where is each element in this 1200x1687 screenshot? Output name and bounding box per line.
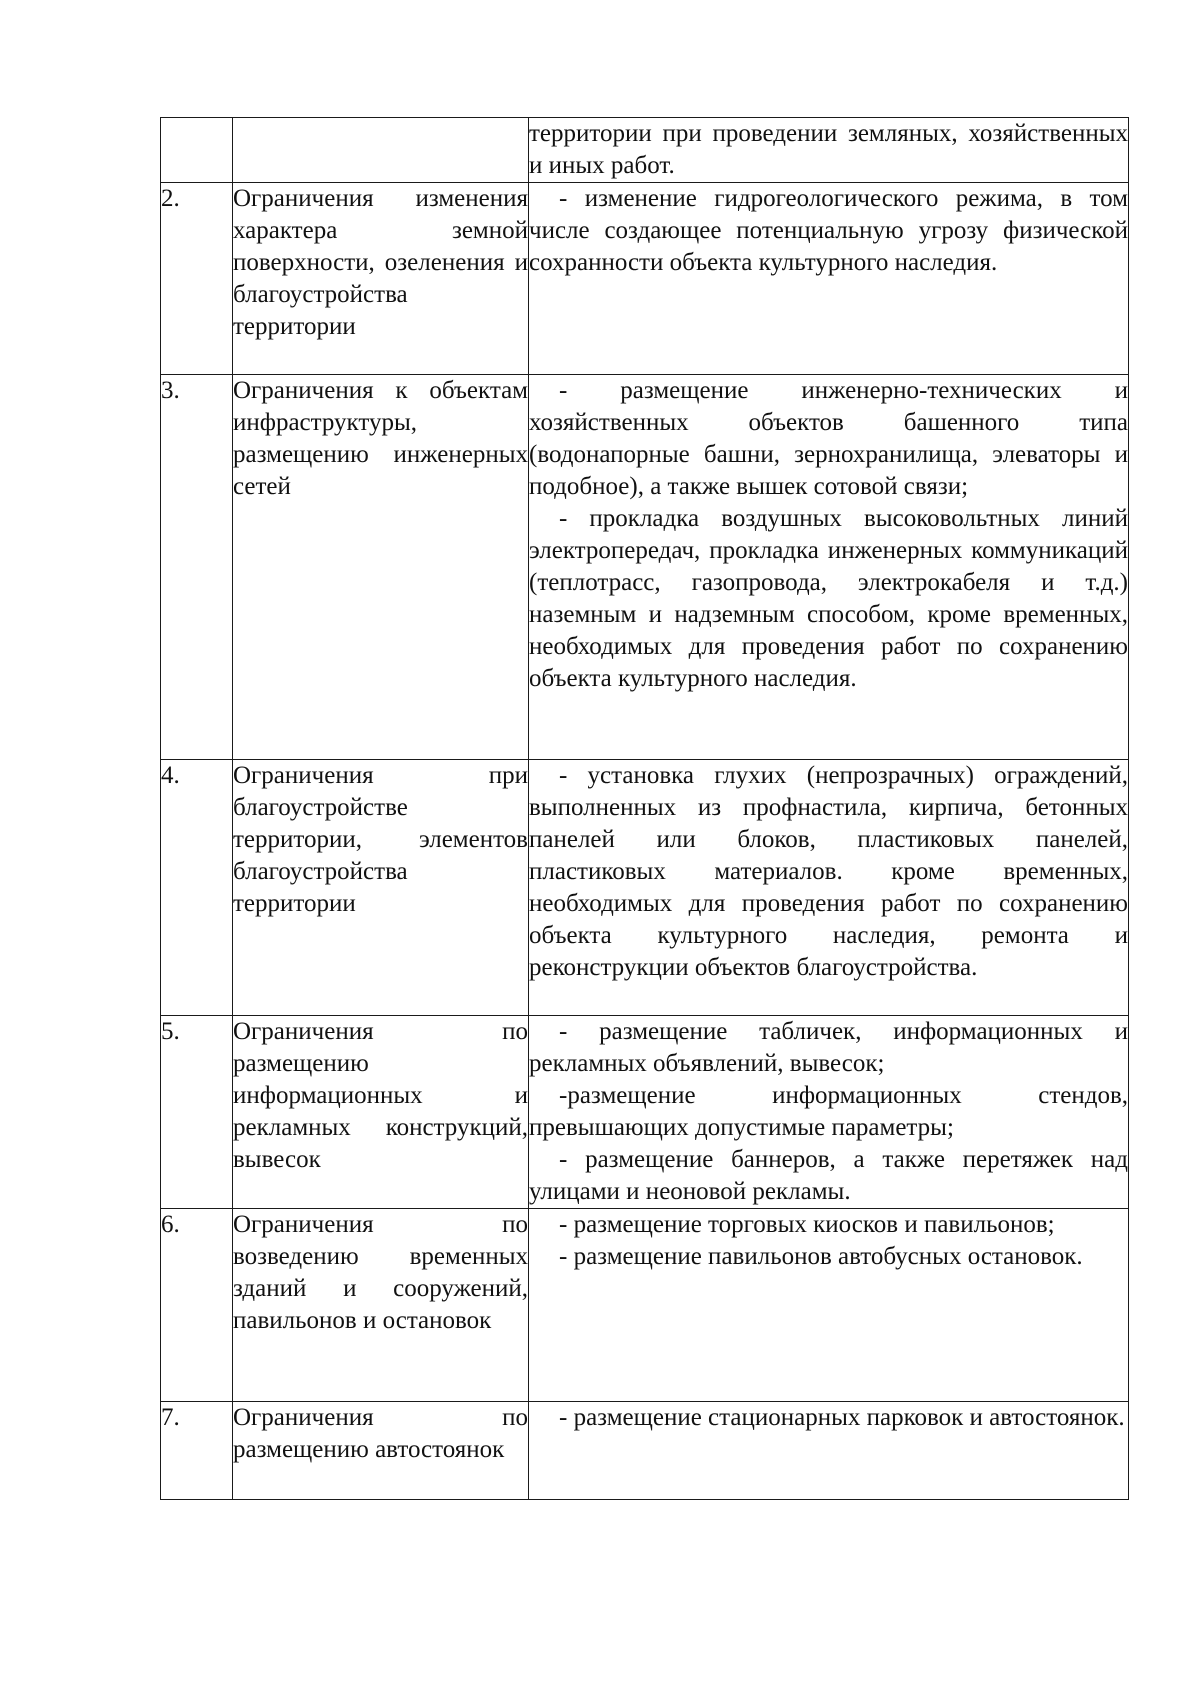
table-row	[161, 1016, 1129, 1209]
row-number	[161, 118, 233, 183]
row-number: 3.	[161, 375, 233, 760]
description-paragraph: - прокладка воздушных высоковольтных линий электропередач, прокладка инженерных коммуникаций (теплотрасс, газопровода, электрокабеля и т.д.) наземным и надземным способом, кроме временных, необходимых для проведения работ по сохранению объекта культурного наследия.	[529, 505, 1128, 692]
description-paragraph: - размещение стационарных парковок и автостоянок.	[559, 1404, 1125, 1431]
restriction-description	[529, 760, 1129, 1016]
restriction-name: Ограничения изменения характера земной поверхности, озеленения и благоустройства территории	[233, 183, 529, 375]
restriction-description	[529, 118, 1129, 183]
restriction-description	[529, 1016, 1129, 1209]
description-paragraph: - изменение гидрогеологического режима, в том числе создающее потенциальную угрозу физической сохранности объекта культурного наследия.	[529, 185, 1128, 276]
row-number: 2.	[161, 183, 233, 375]
restrictions-table-body	[161, 118, 1129, 1500]
table-row	[161, 375, 1129, 760]
table-row	[161, 760, 1129, 1016]
table-row	[161, 183, 1129, 375]
restriction-name: Ограничения по размещению информационных и рекламных конструкций, вывесок	[233, 1016, 529, 1209]
description-paragraph: - размещение баннеров, а также перетяжек над улицами и неоновой рекламы.	[529, 1146, 1128, 1205]
description-paragraph: - размещение инженерно-технических и хозяйственных объектов башенного типа (водонапорные башни, зернохранилища, элеваторы и подобное), а также вышек сотовой связи;	[529, 377, 1128, 500]
restriction-description	[529, 1402, 1129, 1500]
restriction-description	[529, 1209, 1129, 1402]
restrictions-table	[160, 117, 1129, 1500]
restriction-description	[529, 183, 1129, 375]
row-number: 5.	[161, 1016, 233, 1209]
description-paragraph: - установка глухих (непрозрачных) ограждений, выполненных из профнастила, кирпича, бетонных панелей или блоков, пластиковых панелей, пластиковых материалов. кроме временных, необходимых для проведения работ по сохранению объекта культурного наследия, ремонта и реконструкции объектов благоустройства.	[529, 762, 1128, 981]
restriction-name: Ограничения к объектам инфраструктуры, размещению инженерных сетей	[233, 375, 529, 760]
description-paragraph: -размещение информационных стендов, превышающих допустимые параметры;	[529, 1082, 1128, 1141]
description-paragraph: территории при проведении земляных, хозяйственных и иных работ.	[529, 120, 1128, 179]
restriction-name	[233, 118, 529, 183]
table-row	[161, 1402, 1129, 1500]
restriction-name: Ограничения по размещению автостоянок	[233, 1402, 529, 1500]
table-row	[161, 1209, 1129, 1402]
description-paragraph: - размещение торговых киосков и павильонов;	[559, 1211, 1055, 1238]
row-number: 4.	[161, 760, 233, 1016]
description-paragraph: - размещение табличек, информационных и рекламных объявлений, вывесок;	[529, 1018, 1128, 1077]
row-number: 7.	[161, 1402, 233, 1500]
table-row	[161, 118, 1129, 183]
restriction-description	[529, 375, 1129, 760]
restriction-name: Ограничения при благоустройстве территории, элементов благоустройства территории	[233, 760, 529, 1016]
restriction-name: Ограничения по возведению временных зданий и сооружений, павильонов и остановок	[233, 1209, 529, 1402]
row-number: 6.	[161, 1209, 233, 1402]
description-paragraph: - размещение павильонов автобусных остановок.	[559, 1243, 1083, 1270]
